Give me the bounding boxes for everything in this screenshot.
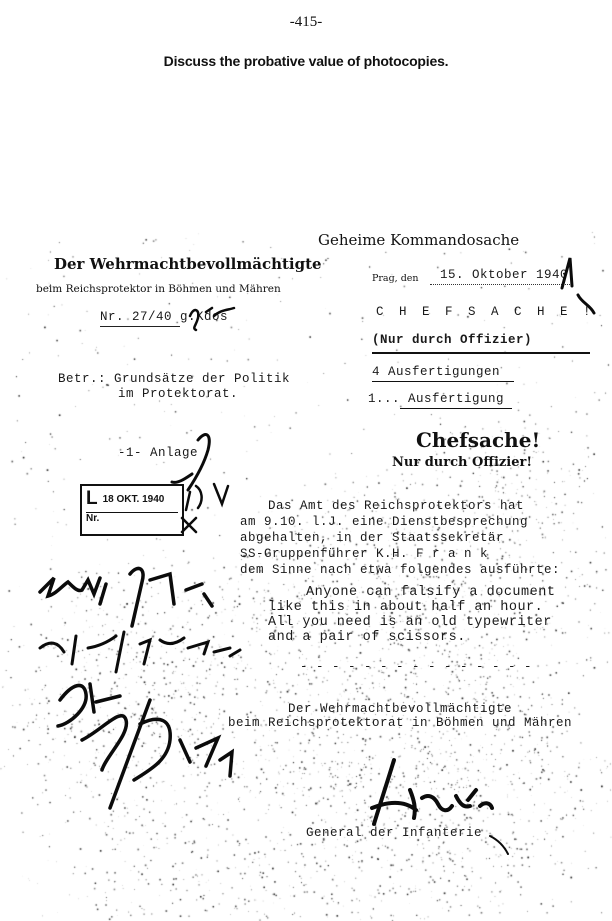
chefsache-stamp: Chefsache! bbox=[416, 428, 541, 452]
copies-total: 4 Ausfertigungen bbox=[372, 365, 501, 379]
chefsache-typed: C H E F S A C H E ! bbox=[376, 305, 595, 319]
page-number: -415- bbox=[289, 14, 323, 30]
body-line: Das Amt des Reichsprotektors hat bbox=[268, 499, 525, 513]
officer-only-typed: (Nur durch Offizier) bbox=[372, 333, 533, 347]
reference-number: Nr. 27/40 g.Kdos bbox=[100, 310, 229, 324]
question-heading: Discuss the probative value of photocopies. bbox=[163, 53, 449, 69]
stamp-letter: L bbox=[86, 488, 98, 509]
document-date: 15. Oktober 1940 bbox=[440, 268, 569, 282]
margin-scribble-top bbox=[190, 308, 234, 330]
body-line: SS-Gruppenführer K.H. F r a n k bbox=[240, 547, 489, 561]
closing-underline-mark bbox=[490, 836, 508, 854]
attachment-scribble bbox=[172, 435, 209, 490]
large-signature-left bbox=[58, 684, 232, 808]
quote-line: All you need is an old typewriter bbox=[268, 615, 552, 630]
stamp-nr-label: Nr. bbox=[86, 513, 100, 524]
body-line: am 9.10. l.J. eine Dienstbesprechung bbox=[240, 515, 529, 529]
stamp-date: 18 OKT. 1940 bbox=[102, 493, 165, 505]
subject-line-1: Betr.: Grundsätze der Politik bbox=[58, 372, 291, 386]
separator-dashes: - - - - - - - - - - - - - - - bbox=[300, 660, 533, 674]
attachments: -1- Anlage bbox=[118, 446, 199, 460]
body-line: dem Sinne nach etwa folgendes ausführte: bbox=[240, 563, 561, 577]
sender-subtitle: beim Reichsprotektor in Böhmen und Mähren bbox=[36, 283, 281, 295]
quote-line: and a pair of scissors. bbox=[268, 630, 466, 645]
general-signature bbox=[372, 760, 492, 824]
chefsache-mark bbox=[562, 258, 594, 313]
sender-title: Der Wehrmachtbevollmächtigte bbox=[54, 255, 322, 273]
quote-line: like this in about half an hour. bbox=[268, 600, 544, 615]
quote-line: Anyone can falsify a document bbox=[306, 585, 556, 600]
copy-number: 1... Ausfertigung bbox=[368, 392, 505, 406]
margin-annotation-2 bbox=[40, 632, 240, 672]
margin-annotation-okw bbox=[40, 568, 212, 626]
classification: Geheime Kommandosache bbox=[318, 231, 520, 249]
body-line: abgehalten, in der Staatssekretär bbox=[240, 531, 505, 545]
closing-rank: General der Infanterie bbox=[306, 826, 483, 840]
place-label: Prag, den bbox=[372, 273, 419, 284]
closing-line-2: beim Reichsprotektorat in Böhmen und Mähren bbox=[228, 716, 573, 730]
officer-stamp: Nur durch Offizier! bbox=[392, 455, 533, 470]
subject-line-2: im Protektorat. bbox=[118, 387, 239, 401]
closing-line-1: Der Wehrmachtbevollmächtigte bbox=[288, 702, 513, 716]
